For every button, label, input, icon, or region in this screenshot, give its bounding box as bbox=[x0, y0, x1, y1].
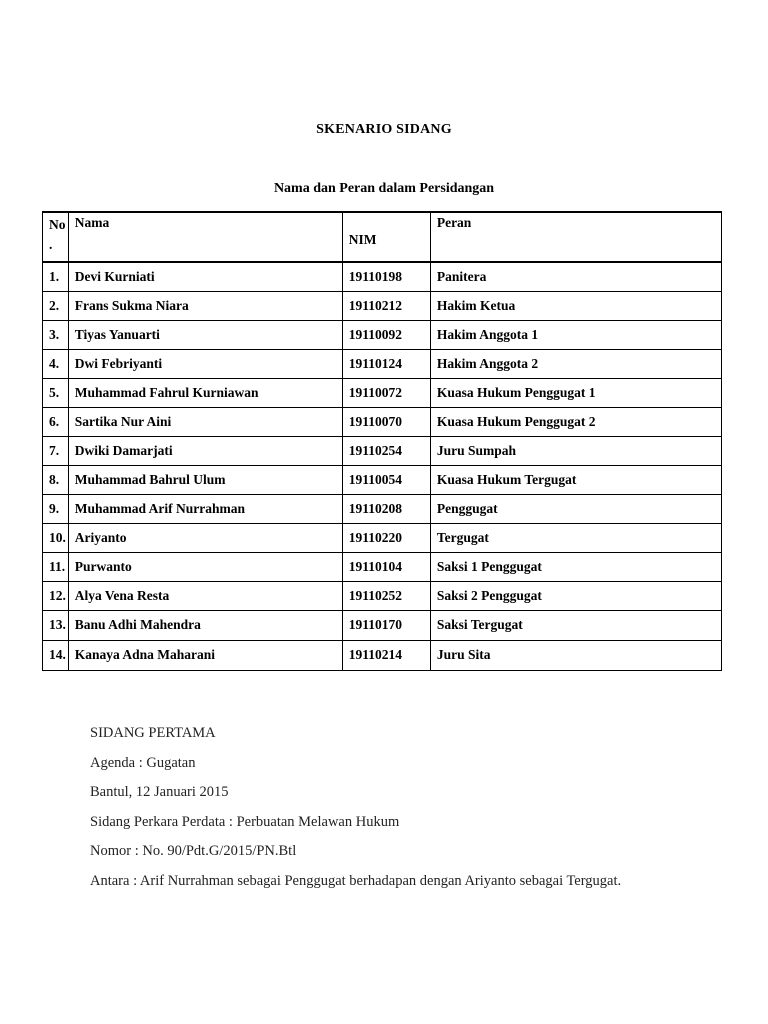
cell-peran: Penggugat bbox=[430, 494, 721, 523]
cell-nama: Tiyas Yanuarti bbox=[68, 320, 342, 349]
header-nama: Nama bbox=[68, 212, 342, 262]
cell-no: 7. bbox=[43, 436, 69, 465]
table-row bbox=[43, 494, 722, 523]
table-row bbox=[43, 436, 722, 465]
cell-no: 9. bbox=[43, 494, 69, 523]
cell-peran: Kuasa Hukum Penggugat 1 bbox=[430, 378, 721, 407]
cell-no: 4. bbox=[43, 349, 69, 378]
cell-nama: Purwanto bbox=[68, 552, 342, 581]
table-row bbox=[43, 465, 722, 494]
cell-peran: Kuasa Hukum Tergugat bbox=[430, 465, 721, 494]
cell-no: 11. bbox=[43, 552, 69, 581]
cell-peran: Saksi Tergugat bbox=[430, 610, 721, 640]
cell-no: 2. bbox=[43, 291, 69, 320]
cell-peran: Saksi 2 Penggugat bbox=[430, 581, 721, 610]
cell-no: 10. bbox=[43, 523, 69, 552]
cell-nama: Dwi Febriyanti bbox=[68, 349, 342, 378]
table-row bbox=[43, 262, 722, 291]
cell-nim: 19110092 bbox=[342, 320, 430, 349]
cell-nim: 19110214 bbox=[342, 640, 430, 670]
cell-nim: 19110212 bbox=[342, 291, 430, 320]
cell-nama: Muhammad Fahrul Kurniawan bbox=[68, 378, 342, 407]
session-parties: Antara : Arif Nurrahman sebagai Penggugat berhadapan dengan Ariyanto sebagai Tergugat. bbox=[90, 872, 622, 889]
cell-no: 3. bbox=[43, 320, 69, 349]
cell-nim: 19110072 bbox=[342, 378, 430, 407]
table-row bbox=[43, 407, 722, 436]
table-row bbox=[43, 291, 722, 320]
cell-peran: Hakim Anggota 2 bbox=[430, 349, 721, 378]
roles-table bbox=[42, 211, 722, 671]
table-row bbox=[43, 610, 722, 640]
cell-nim: 19110054 bbox=[342, 465, 430, 494]
cell-nim: 19110198 bbox=[342, 262, 430, 291]
cell-peran: Kuasa Hukum Penggugat 2 bbox=[430, 407, 721, 436]
cell-nama: Devi Kurniati bbox=[68, 262, 342, 291]
session-heading: SIDANG PERTAMA bbox=[90, 725, 216, 741]
cell-nim: 19110070 bbox=[342, 407, 430, 436]
table-row bbox=[43, 320, 722, 349]
cell-no: 14. bbox=[43, 640, 69, 670]
cell-nim: 19110220 bbox=[342, 523, 430, 552]
header-nim: NIM bbox=[342, 212, 430, 262]
cell-no: 8. bbox=[43, 465, 69, 494]
table-body bbox=[43, 262, 722, 670]
cell-nim: 19110124 bbox=[342, 349, 430, 378]
cell-no: 12. bbox=[43, 581, 69, 610]
document-title: SKENARIO SIDANG bbox=[316, 122, 452, 137]
table-row bbox=[43, 349, 722, 378]
cell-peran: Panitera bbox=[430, 262, 721, 291]
cell-nama: Muhammad Bahrul Ulum bbox=[68, 465, 342, 494]
cell-peran: Hakim Ketua bbox=[430, 291, 721, 320]
header-peran: Peran bbox=[430, 212, 721, 262]
session-place-date: Bantul, 12 Januari 2015 bbox=[90, 784, 229, 800]
document-subtitle: Nama dan Peran dalam Persidangan bbox=[273, 181, 495, 196]
cell-nama: Sartika Nur Aini bbox=[68, 407, 342, 436]
cell-peran: Hakim Anggota 1 bbox=[430, 320, 721, 349]
session-notes bbox=[90, 724, 621, 901]
table-row bbox=[43, 581, 722, 610]
cell-nama: Muhammad Arif Nurrahman bbox=[68, 494, 342, 523]
cell-nama: Banu Adhi Mahendra bbox=[68, 610, 342, 640]
cell-peran: Juru Sita bbox=[430, 640, 721, 670]
session-agenda: Agenda : Gugatan bbox=[90, 754, 196, 771]
cell-no: 6. bbox=[43, 407, 69, 436]
cell-peran: Saksi 1 Penggugat bbox=[430, 552, 721, 581]
cell-peran: Juru Sumpah bbox=[430, 436, 721, 465]
session-case: Sidang Perkara Perdata : Perbuatan Melawan Hukum bbox=[90, 813, 400, 830]
header-no: No . bbox=[43, 212, 69, 262]
cell-nim: 19110104 bbox=[342, 552, 430, 581]
cell-nim: 19110170 bbox=[342, 610, 430, 640]
table-row bbox=[43, 378, 722, 407]
cell-no: 5. bbox=[43, 378, 69, 407]
cell-nim: 19110254 bbox=[342, 436, 430, 465]
cell-nim: 19110252 bbox=[342, 581, 430, 610]
table-header-row bbox=[43, 212, 722, 262]
cell-nama: Ariyanto bbox=[68, 523, 342, 552]
table-row bbox=[43, 640, 722, 670]
table-row bbox=[43, 552, 722, 581]
cell-no: 13. bbox=[43, 610, 69, 640]
cell-nama: Alya Vena Resta bbox=[68, 581, 342, 610]
table-row bbox=[43, 523, 722, 552]
cell-nama: Dwiki Damarjati bbox=[68, 436, 342, 465]
cell-no: 1. bbox=[43, 262, 69, 291]
cell-nim: 19110208 bbox=[342, 494, 430, 523]
cell-peran: Tergugat bbox=[430, 523, 721, 552]
session-number: Nomor : No. 90/Pdt.G/2015/PN.Btl bbox=[90, 843, 297, 859]
cell-nama: Kanaya Adna Maharani bbox=[68, 640, 342, 670]
cell-nama: Frans Sukma Niara bbox=[68, 291, 342, 320]
